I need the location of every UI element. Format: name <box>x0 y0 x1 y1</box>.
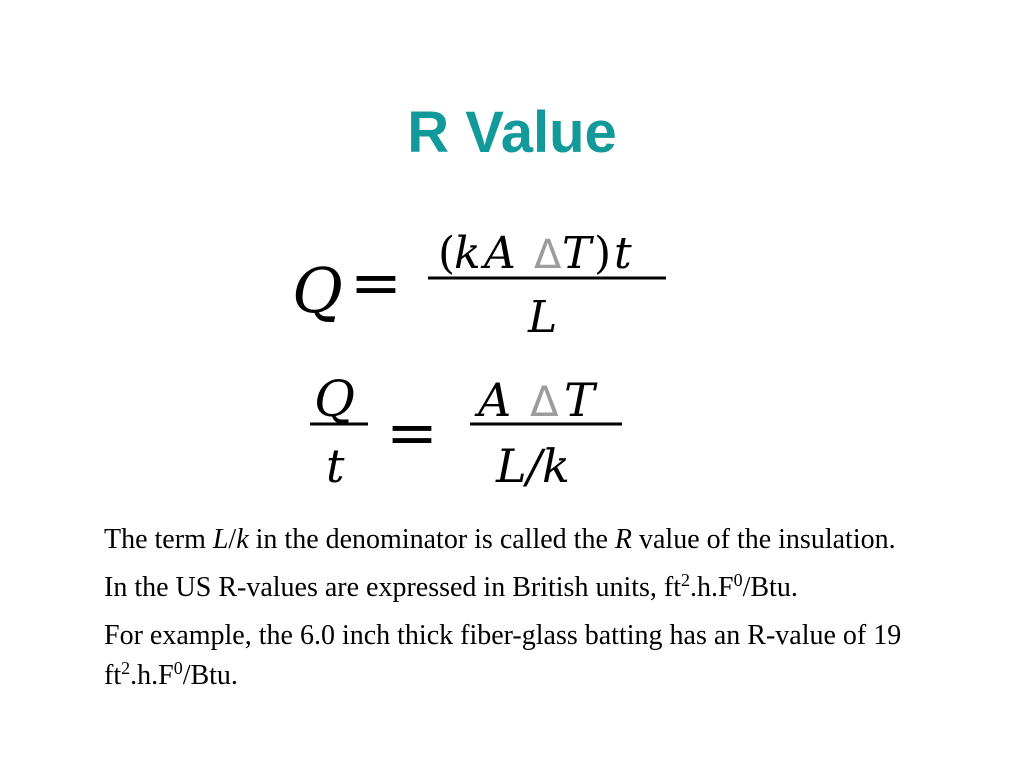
p3-sup-1: 2 <box>121 658 131 678</box>
eq1-lhs-q: Q <box>292 254 343 327</box>
p3-text-1: For example, the 6.0 inch thick fiber-glass batting has an R-value of 19 ft <box>104 620 902 691</box>
eq1-k: k <box>454 228 481 279</box>
eq2-delta: Δ <box>530 377 559 426</box>
eq1-denominator-l: L <box>528 292 558 338</box>
eq2-denominator-lk: L/k <box>496 439 570 490</box>
eq2-t-temp: T <box>564 373 595 427</box>
equation-heat-rate <box>306 366 626 490</box>
p3-text-2: .h.F <box>130 660 174 691</box>
paragraph-r-value-definition <box>104 520 964 560</box>
slide-body <box>104 520 964 704</box>
p1-text-1: The term <box>104 524 213 555</box>
p1-slash: / <box>228 524 237 555</box>
p2-text-3: /Btu. <box>742 572 798 603</box>
paragraph-us-units <box>104 568 964 608</box>
p2-sup-1: 2 <box>681 570 691 590</box>
p1-italic-k: k <box>236 524 249 555</box>
eq2-a: A <box>478 373 512 427</box>
equation-1-graphic <box>288 222 672 338</box>
eq2-lhs-q: Q <box>314 370 355 428</box>
eq2-lhs-t: t <box>326 439 345 490</box>
p3-text-3: /Btu. <box>182 660 238 691</box>
eq1-equals: = <box>350 246 402 319</box>
p1-italic-r: R <box>614 524 632 555</box>
eq1-a: A <box>484 228 516 279</box>
p2-sup-2: 0 <box>733 570 743 590</box>
p2-text-2: .h.F <box>690 572 734 603</box>
p1-text-2: in the denominator is called the <box>248 524 615 555</box>
eq1-t-time: t <box>614 228 632 279</box>
slide-title: R Value <box>407 100 617 165</box>
eq2-equals: = <box>386 396 438 469</box>
eq1-paren-close: ) <box>594 228 612 279</box>
eq1-delta: Δ <box>534 232 562 278</box>
p3-sup-2: 0 <box>173 658 183 678</box>
equation-2-graphic <box>306 366 626 490</box>
eq1-paren-open: ( <box>438 228 456 279</box>
p1-text-3: value of the insulation. <box>631 524 896 555</box>
eq1-t-temp: T <box>562 228 592 279</box>
equation-heat-flow <box>288 222 672 338</box>
p1-italic-l: L <box>212 524 229 555</box>
paragraph-example <box>104 616 964 696</box>
p2-text-1: In the US R-values are expressed in British units, ft <box>104 572 682 603</box>
